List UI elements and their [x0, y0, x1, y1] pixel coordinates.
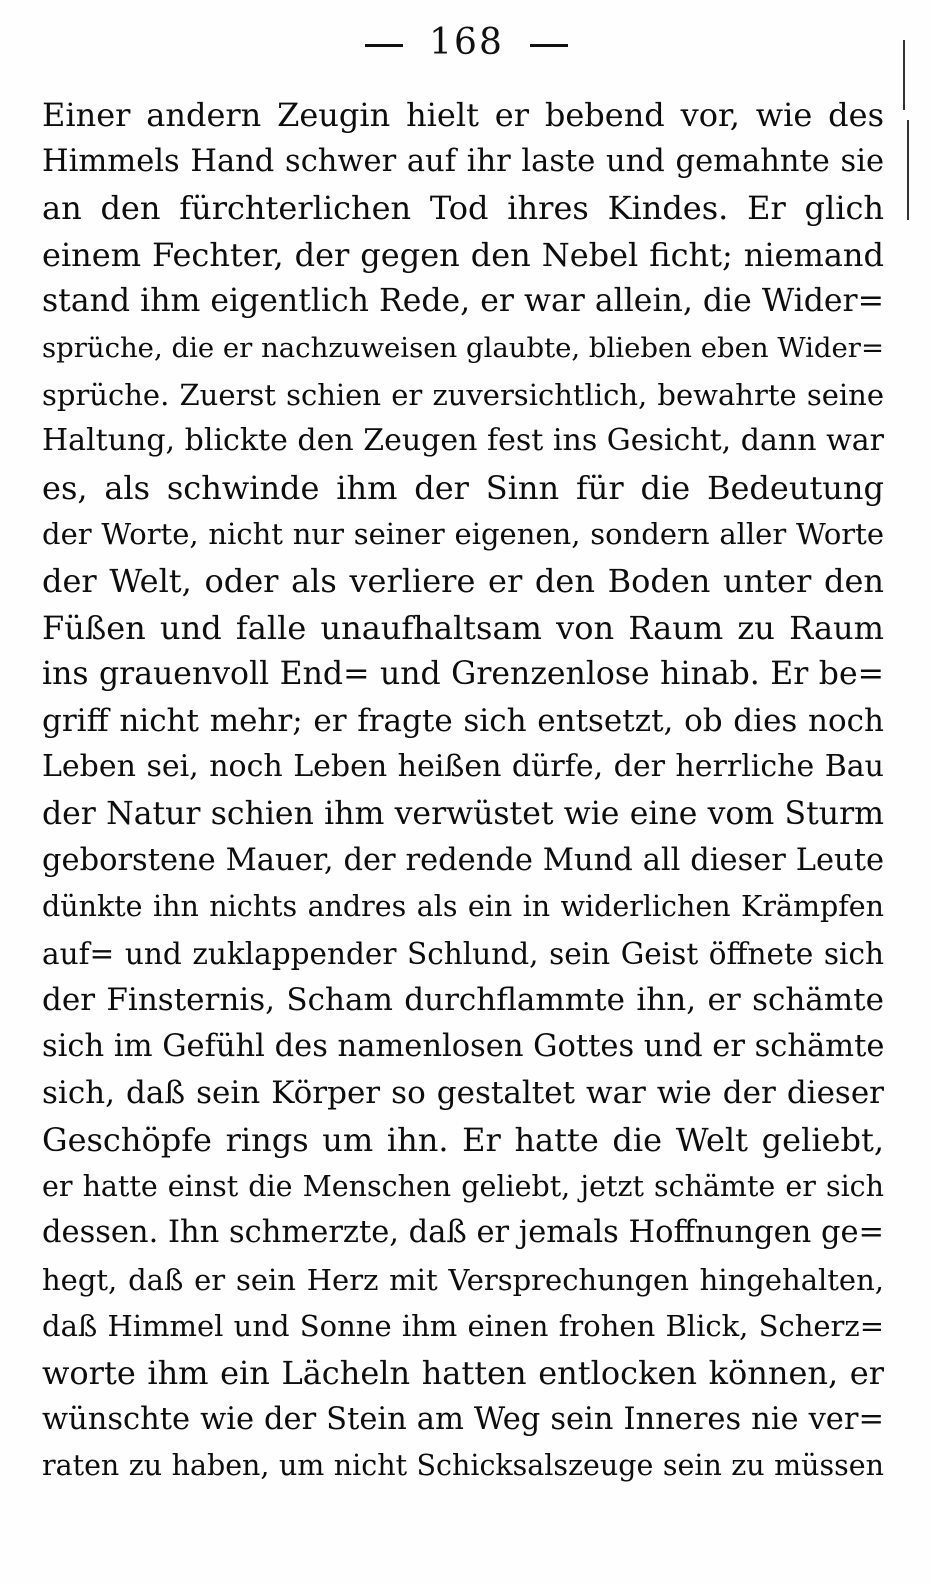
header-dash-right: [530, 44, 568, 47]
text-line: geborstene Mauer, der redende Mund all dieser Leute: [42, 842, 884, 878]
text-line: Himmels Hand schwer auf ihr laste und gemahnte sie: [42, 143, 884, 179]
text-line: worte ihm ein Lächeln hatten entlocken können, er: [42, 1354, 884, 1393]
text-line: Leben sei, noch Leben heißen dürfe, der herrliche Bau: [42, 749, 884, 785]
text-line: sprüche, die er nachzuweisen glaubte, blieben eben Wider=: [42, 331, 884, 364]
text-line: Haltung, blickte den Zeugen fest ins Gesicht, dann war: [42, 423, 884, 459]
text-line: sich, daß sein Körper so gestaltet war wie der dieser: [42, 1075, 884, 1112]
text-line: Einer andern Zeugin hielt er bebend vor, wie des: [42, 96, 884, 134]
text-line: sprüche. Zuerst schien er zuversichtlich, bewahrte seine: [42, 377, 884, 412]
text-line: sich im Gefühl des namenlosen Gottes und er schämte: [42, 1028, 884, 1064]
text-line: raten zu haben, um nicht Schicksalszeuge sein zu müssen: [42, 1449, 884, 1483]
text-line: es, als schwinde ihm der Sinn für die Bedeutung: [42, 468, 884, 507]
text-line: Geschöpfe rings um ihn. Er hatte die Welt geliebt,: [42, 1121, 884, 1160]
text-line: an den fürchterlichen Tod ihres Kindes. Er glich: [42, 189, 884, 228]
text-line: auf= und zuklappender Schlund, sein Geist öffnete sich: [42, 936, 884, 971]
text-line: einem Fechter, der gegen den Nebel ficht; niemand: [42, 235, 884, 274]
text-line: griff nicht mehr; er fragte sich entsetzt, ob dies noch: [42, 702, 884, 739]
page-number: 168: [429, 22, 504, 63]
text-line: der Natur schien ihm verwüstet wie eine vom Sturm: [42, 795, 884, 832]
text-line: daß Himmel und Sonne ihm einen frohen Blick, Scherz=: [42, 1309, 884, 1344]
text-line: der Finsternis, Scham durchflammte ihn, er schämte: [42, 982, 884, 1019]
page-header: [0, 22, 933, 63]
text-line: der Worte, nicht nur seiner eigenen, sondern aller Worte: [42, 517, 884, 552]
text-line: ins grauenvoll End= und Grenzenlose hinab. Er be=: [42, 656, 884, 693]
text-line: dünkte ihn nichts andres als ein in widerlichen Krämpfen: [42, 890, 884, 924]
text-line: wünschte wie der Stein am Weg sein Inneres nie ver=: [42, 1401, 884, 1437]
text-line: der Welt, oder als verliere er den Boden unter den: [42, 561, 884, 600]
text-line: Füßen und falle unaufhaltsam von Raum zu Raum: [42, 608, 884, 647]
text-line: hegt, daß er sein Herz mit Versprechungen hingehalten,: [42, 1262, 884, 1297]
body-text: [42, 92, 884, 1490]
text-line: stand ihm eigentlich Rede, er war allein, die Wider=: [42, 283, 884, 320]
margin-line-mark: [907, 120, 909, 220]
text-line: er hatte einst die Menschen geliebt, jetzt schämte er sich: [42, 1169, 884, 1203]
margin-line-mark: [903, 40, 905, 110]
header-dash-left: [365, 44, 403, 47]
text-line: dessen. Ihn schmerzte, daß er jemals Hoffnungen ge=: [42, 1215, 884, 1251]
